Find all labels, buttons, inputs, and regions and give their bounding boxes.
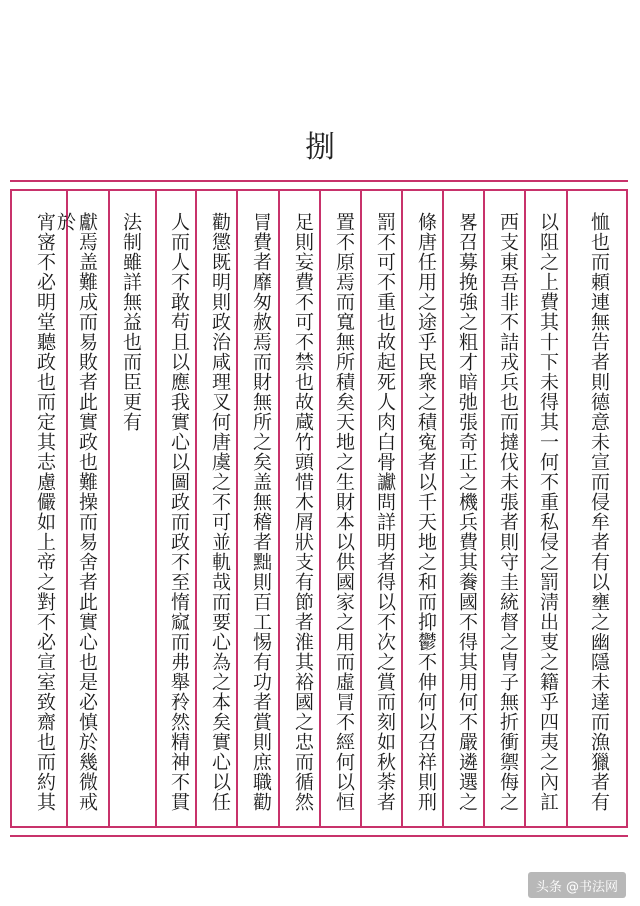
text-column: 勸懲既明則政治咸理叉何唐虞之不可並軌哉而要心為之本矣實心以任 [209,212,231,812]
text-column: 人而人不敢苟且以應我實心以圖政而政不至惰窳而弗舉矝然精神不貫 [168,212,190,812]
column-divider [401,189,403,828]
column-divider [10,189,12,828]
column-divider [483,189,485,828]
column-divider [236,189,238,828]
text-column: 西支東吾非不詰戎兵也而撻伐未張者則守圭統督之冑子無折衝禦侮之 [497,212,519,812]
source-watermark: 头条 @书法网 [528,872,626,898]
manuscript-frame [10,178,628,842]
text-column: 以阻之上費其十下未得其一何不重私侵之罰淸出叓之籍乎四夷之內訌 [537,212,559,812]
column-divider [195,189,197,828]
column-divider [108,189,110,828]
column-divider [278,189,280,828]
text-column: 罰不可不重也故起死人肉白骨讞問詳明者得以不次之賞而刻如秋荼者 [374,212,396,812]
column-divider [524,189,526,828]
text-column: 法制雖詳無益也而臣更有 [120,212,142,432]
column-divider [155,189,157,828]
page-title: 捌 [305,130,335,165]
text-column: 獻焉盖難成而易敗者此實政也難操而易舍者此實心也是必慎於幾微戒於 [54,212,98,812]
frame-bottom-border [10,835,628,837]
frame-top-border [10,180,628,182]
column-divider [319,189,321,828]
text-column: 冐費者靡匆赦焉而財無所之矣盖無稽者黜則百工惕有功者賞則庶職勸 [250,212,272,812]
column-divider [66,189,68,828]
column-divider [566,189,568,828]
text-column: 置不原焉而寬無所積矣天地之生財本以供國家之用而虛冐不經何以恒 [333,212,355,812]
column-divider [626,189,628,828]
text-column: 畧召募挽強之粗才暗弛張奇正之機兵費其餋國不得其用何不嚴遴選之 [456,212,478,812]
text-column: 足則妄費不可不禁也故蔵竹頭惜木屑狀支有節者淮其裕國之忠而循然 [292,212,314,812]
column-divider [360,189,362,828]
text-column: 宵宻不必明堂聽政也而定其志慮儼如上帝之對不必宣室致齋也而約其 [34,212,56,812]
text-column: 恤也而頼連無告者則德意未宣而侵牟者有以壅之幽隱未達而漁獵者有 [588,212,610,812]
text-column: 條唐任用之途乎民衆之積寃者以千天地之和而抑鬱不伸何以召祥則刑 [415,212,437,812]
column-divider [442,189,444,828]
